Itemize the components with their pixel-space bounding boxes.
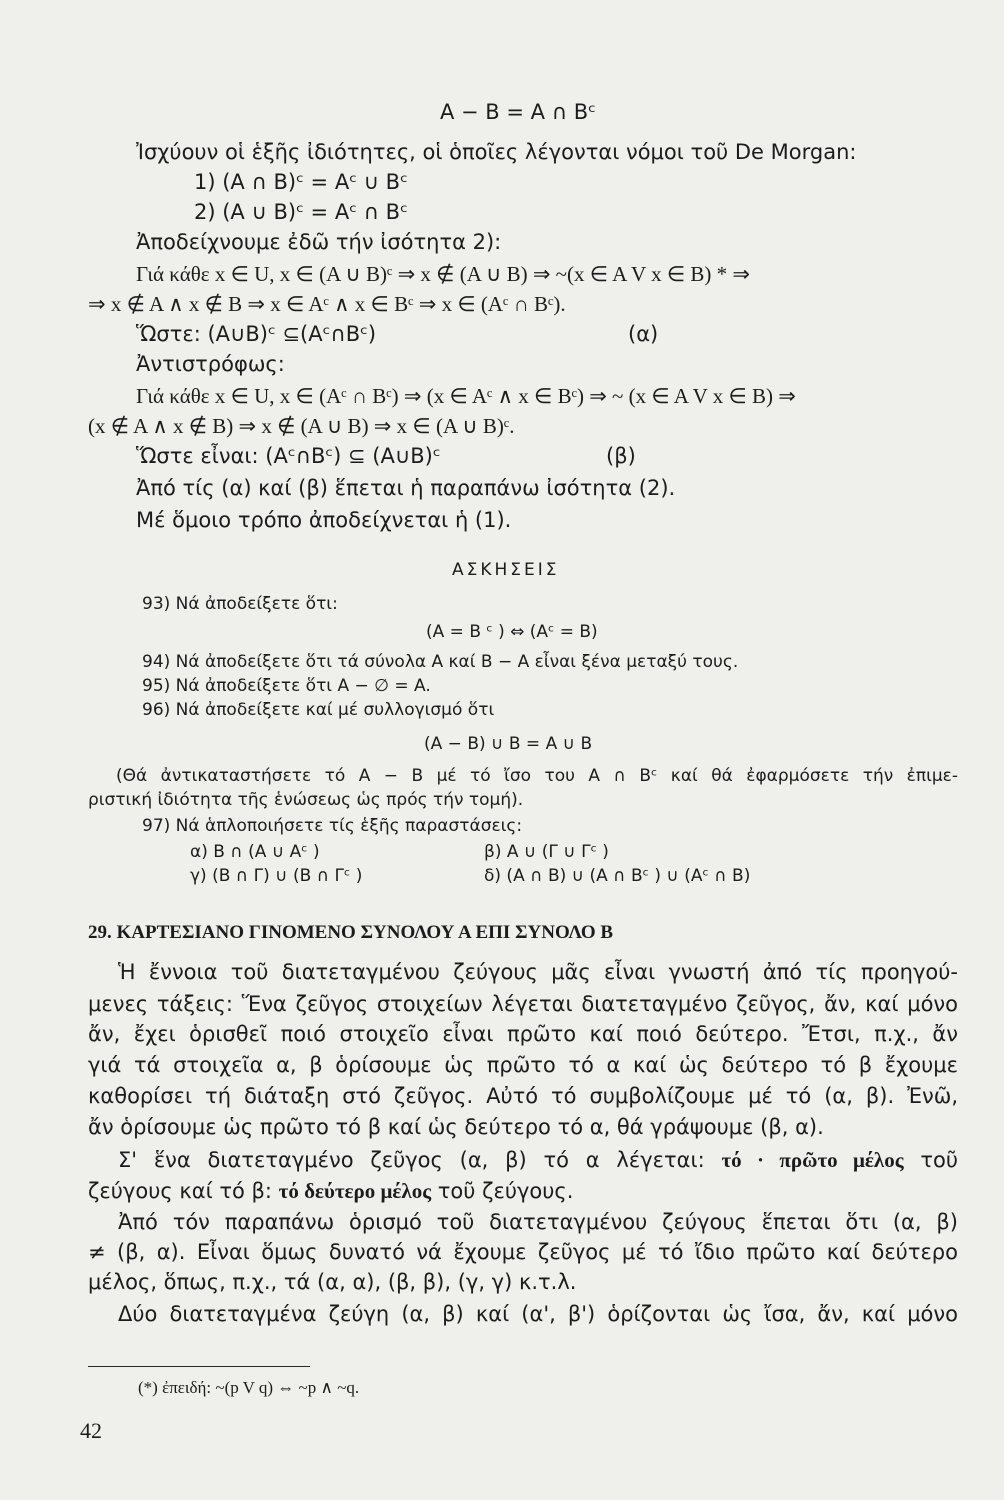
paragraph-1-line-1: Ἡ ἔννοια τοῦ διατεταγμένου ζεύγους μᾶς εἶναι γνωστή ἀπό τίς προηγού- <box>118 960 958 984</box>
de-morgan-intro: Ἰσχύουν οἱ ἑξῆς ἰδιότητες, οἱ ὁποῖες λέγονται νόμοι τοῦ De Morgan: <box>136 140 857 164</box>
exercise-97-c: γ) (B ∩ Γ) ∪ (B ∩ Γᶜ ) <box>190 866 363 886</box>
conclusion-equality: Ἀπό τίς (α) καί (β) ἕπεται ἡ παραπάνω ἰσότητα (2). <box>136 476 676 500</box>
proof-intro: Ἀποδείχνουμε ἐδῶ τήν ἰσότητα 2): <box>136 230 502 254</box>
exercise-97-d: δ) (A ∩ B) ∪ (A ∩ Bᶜ ) ∪ (Aᶜ ∩ B) <box>484 866 751 886</box>
exercise-96-hint-line-2: ριστική ἰδιότητα τῆς ἑνώσεως ὡς πρός τήν τομή). <box>88 790 524 810</box>
paragraph-3-line-1: Ἀπό τόν παραπάνω ὁρισμό τοῦ διατεταγμένου ζεύγους ἕπεται ὅτι (α, β) <box>118 1210 958 1234</box>
second-member-term: τό δεύτερο μέλος <box>278 1179 432 1203</box>
proof-line-1: Γιά κάθε x ∈ U, x ∈ (A ∪ B)ᶜ ⇒ x ∉ (A ∪ B) ⇒ ~(x ∈ A V x ∈ B) * ⇒ <box>136 262 750 286</box>
exercise-96-formula: (A − B) ∪ B = A ∪ B <box>424 734 593 754</box>
conversely-heading: Ἀντιστρόφως: <box>136 352 285 376</box>
exercise-95: 95) Νά ἀποδείξετε ὅτι A − ∅ = A. <box>142 676 431 696</box>
de-morgan-law-1: 1) (A ∩ B)ᶜ = Aᶜ ∪ Bᶜ <box>194 170 408 194</box>
exercise-93-formula: (A = B ᶜ ) ⇔ (Aᶜ = B) <box>426 622 598 642</box>
proof-line-3: Γιά κάθε x ∈ U, x ∈ (Aᶜ ∩ Bᶜ) ⇒ (x ∈ Aᶜ ∧ x ∈ Bᶜ) ⇒ ~ (x ∈ A V x ∈ B) ⇒ <box>136 384 796 408</box>
proof-line-4: (x ∉ A ∧ x ∉ B) ⇒ x ∉ (A ∪ B) ⇒ x ∈ (A ∪ B)ᶜ. <box>88 414 515 438</box>
exercise-97: 97) Νά ἁπλοποιήσετε τίς ἑξῆς παραστάσεις: <box>142 816 523 836</box>
paragraph-1-line-6: ἄν ὁρίσουμε ὡς πρῶτο τό β καί ὡς δεύτερο τό α, θά γράψουμε (β, α). <box>88 1115 824 1139</box>
label-alpha: (α) <box>628 322 659 346</box>
paragraph-3-line-2: ≠ (β, α). Εἶναι ὅμως δυνατό νά ἔχουμε ζεῦγος μέ τό ἴδιο πρῶτο καί δεύτερο <box>88 1240 958 1264</box>
conclusion-b: Ὥστε εἶναι: (Aᶜ∩Bᶜ) ⊆ (A∪B)ᶜ <box>136 444 441 468</box>
similar-proof: Μέ ὅμοιο τρόπο ἀποδείχνεται ἡ (1). <box>136 508 512 532</box>
footnote: (*) ἐπειδή: ~(p V q) ⇔ ~p ∧ ~q. <box>138 1378 360 1397</box>
paragraph-4-line-1: Δύο διατεταγμένα ζεύγη (α, β) καί (α', β') ὁρίζονται ὡς ἴσα, ἄν, καί μόνο <box>118 1302 958 1326</box>
paragraph-2-line-1: Σ' ἕνα διατεταγμένο ζεῦγος (α, β) τό α λέγεται: τό · πρῶτο μέλος τοῦ <box>118 1148 958 1172</box>
exercise-97-b: β) A ∪ (Γ ∪ Γᶜ ) <box>484 842 609 862</box>
paragraph-3-line-3: μέλος, ὅπως, π.χ., τά (α, α), (β, β), (γ, γ) κ.τ.λ. <box>88 1270 577 1294</box>
proof-line-2: ⇒ x ∉ A ∧ x ∉ B ⇒ x ∈ Aᶜ ∧ x ∈ Bᶜ ⇒ x ∈ (Aᶜ ∩ Bᶜ). <box>88 292 566 316</box>
conclusion-a: Ὥστε: (A∪B)ᶜ ⊆(Aᶜ∩Bᶜ) <box>136 322 377 346</box>
paragraph-1-line-4: γιά τά στοιχεῖα α, β ὁρίσουμε ὡς πρῶτο τό α καί ὡς δεύτερο τό β ἔχουμε <box>88 1053 958 1077</box>
paragraph-1-line-5: καθορίσει τή διάταξη στό ζεῦγος. Αὐτό τό συμβολίζουμε μέ τό (α, β). Ἐνῶ, <box>88 1084 958 1108</box>
first-member-term: τό · πρῶτο μέλος <box>721 1148 904 1172</box>
de-morgan-law-2: 2) (A ∪ B)ᶜ = Aᶜ ∩ Bᶜ <box>194 200 408 224</box>
exercise-93: 93) Νά ἀποδείξετε ὅτι: <box>142 594 338 614</box>
section-title: 29. ΚΑΡΤΕΣΙΑΝΟ ΓΙΝΟΜΕΝΟ ΣΥΝΟΛΟΥ Α ΕΠΙ ΣΥΝΟΛΟ Β <box>88 922 614 943</box>
paragraph-1-line-3: ἄν, ἔχει ὁρισθεῖ ποιό στοιχεῖο εἶναι πρῶτο καί ποιό δεύτερο. Ἔτσι, π.χ., ἄν <box>88 1022 958 1046</box>
exercise-96-hint-line-1: (Θά ἀντικαταστήσετε τό A − B μέ τό ἴσο του A ∩ Bᶜ καί θά ἐφαρμόσετε τήν ἐπιμε- <box>116 766 958 786</box>
exercise-94: 94) Νά ἀποδείξετε ὅτι τά σύνολα A καί B − A εἶναι ξένα μεταξύ τους. <box>142 652 739 672</box>
paragraph-1-line-2: μενες τάξεις: Ἕνα ζεῦγος στοιχείων λέγεται διατεταγμένο ζεῦγος, ἄν, καί μόνο <box>88 992 958 1016</box>
label-beta: (β) <box>606 444 636 468</box>
exercise-97-a: α) B ∩ (A ∪ Aᶜ ) <box>190 842 320 862</box>
exercise-96: 96) Νά ἀποδείξετε καί μέ συλλογισμό ὅτι <box>142 700 495 720</box>
paragraph-2-line-2: ζεύγους καί τό β: τό δεύτερο μέλος τοῦ ζεύγους. <box>88 1179 574 1203</box>
exercises-heading: ΑΣΚΗΣΕΙΣ <box>452 560 560 580</box>
footnote-rule <box>88 1366 310 1367</box>
formula-a-minus-b: A − B = A ∩ Bᶜ <box>440 100 596 124</box>
page-number: 42 <box>80 1418 102 1443</box>
